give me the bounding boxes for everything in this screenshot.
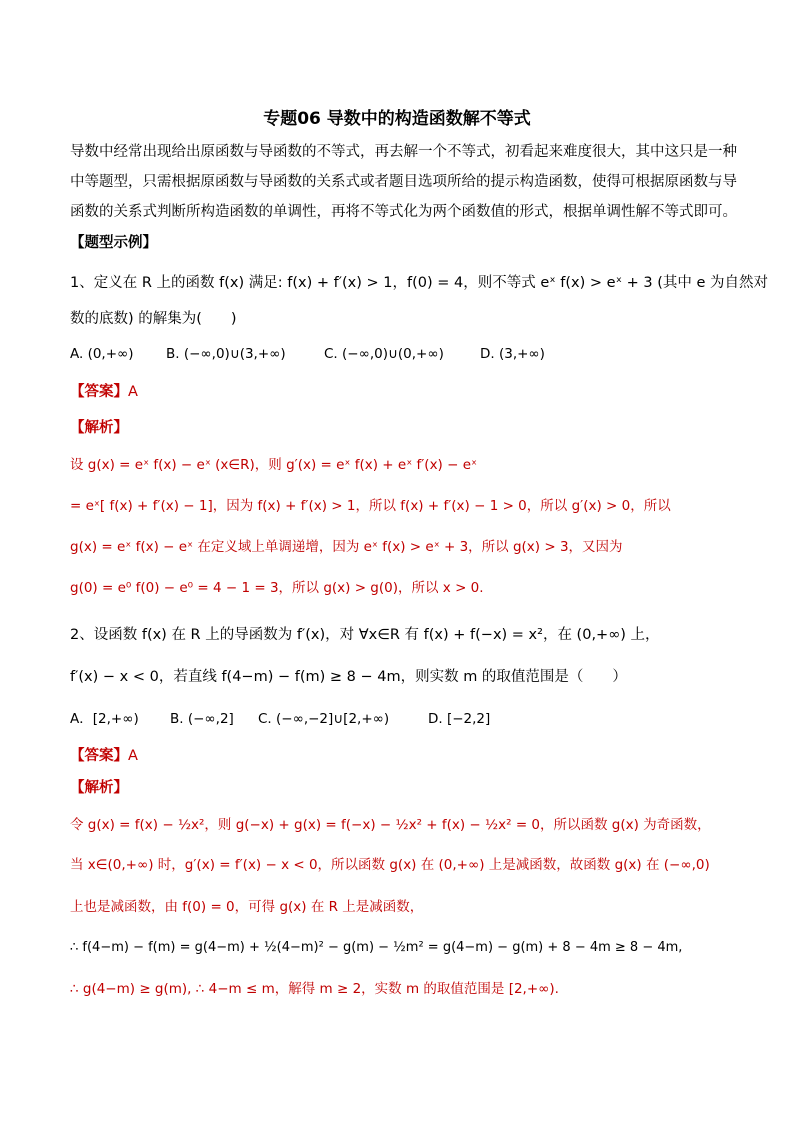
q1-analysis-line-3: g(x) = eˣ f(x) − eˣ 在定义域上单调递增，因为 eˣ f(x) > eˣ + 3，所以 g(x) > 3，又因为 bbox=[70, 539, 623, 555]
q1-option-d: D. (3,+∞) bbox=[480, 346, 545, 362]
q2-answer-value: A bbox=[128, 748, 138, 764]
q2-stem-line-2: f′(x) − x < 0，若直线 f(4−m) − f(m) ≥ 8 − 4m，则实数 m 的取值范围是（ ） bbox=[70, 669, 627, 685]
q1-analysis-line-2: = eˣ[ f(x) + f′(x) − 1]，因为 f(x) + f′(x) > 1，所以 f(x) + f′(x) − 1 > 0，所以 g′(x) > 0，所以 bbox=[70, 498, 671, 514]
q1-option-a: A. (0,+∞) bbox=[70, 346, 134, 362]
q2-analysis-line-3: 上也是减函数，由 f(0) = 0，可得 g(x) 在 R 上是减函数， bbox=[70, 899, 424, 915]
intro-line-2: 中等题型，只需根据原函数与导函数的关系式或者题目选项所给的提示构造函数，使得可根据原函数与导 bbox=[70, 174, 737, 190]
q1-answer-label: 【答案】 bbox=[70, 384, 128, 400]
q2-option-a: A．[2,+∞) bbox=[70, 711, 139, 727]
q1-analysis-line-1: 设 g(x) = eˣ f(x) − eˣ (x∈R)，则 g′(x) = eˣ f(x) + eˣ f′(x) − eˣ bbox=[70, 457, 478, 473]
intro-line-3: 函数的关系式判断所构造函数的单调性，再将不等式化为两个函数值的形式，根据单调性解不等式即可。 bbox=[70, 204, 737, 220]
q2-analysis-line-1: 令 g(x) = f(x) − ½x²，则 g(−x) + g(x) = f(−x) − ½x² + f(x) − ½x² = 0，所以函数 g(x) 为奇函数， bbox=[70, 817, 711, 833]
q2-option-d: D. [−2,2] bbox=[428, 711, 491, 727]
q2-analysis-line-2: 当 x∈(0,+∞) 时，g′(x) = f′(x) − x < 0，所以函数 g(x) 在 (0,+∞) 上是减函数，故函数 g(x) 在 (−∞,0) bbox=[70, 857, 710, 873]
section-heading: 【题型示例】 bbox=[70, 235, 157, 251]
q1-analysis-label bbox=[70, 418, 128, 438]
q2-options bbox=[70, 709, 490, 729]
q2-stem-line-1: 2、设函数 f(x) 在 R 上的导函数为 f′(x)，对 ∀x∈R 有 f(x) + f(−x) = x²，在 (0,+∞) 上， bbox=[70, 627, 660, 643]
page-title: 专题06 导数中的构造函数解不等式 bbox=[263, 109, 531, 129]
q1-analysis-line-4: g(0) = e⁰ f(0) − e⁰ = 4 − 1 = 3，所以 g(x) > g(0)，所以 x > 0. bbox=[70, 580, 484, 596]
intro-line-1: 导数中经常出现给出原函数与导函数的不等式，再去解一个不等式，初看起来难度很大，其中这只是一种 bbox=[70, 144, 737, 160]
q2-answer bbox=[70, 746, 138, 766]
q1-answer bbox=[70, 382, 138, 402]
q2-analysis-tag: 【解析】 bbox=[70, 780, 128, 796]
q1-stem-line-1: 1、定义在 R 上的函数 f(x) 满足: f(x) + f′(x) > 1，f(0) = 4，则不等式 eˣ f(x) > eˣ + 3 (其中 e 为自然对 bbox=[70, 275, 769, 291]
q2-option-c: C. (−∞,−2]∪[2,+∞) bbox=[258, 711, 390, 727]
q2-option-b: B. (−∞,2] bbox=[170, 711, 234, 727]
q1-analysis-tag: 【解析】 bbox=[70, 420, 128, 436]
q2-analysis-line-4: ∴ f(4−m) − f(m) = g(4−m) + ½(4−m)² − g(m) − ½m² = g(4−m) − g(m) + 8 − 4m ≥ 8 − 4m, bbox=[70, 940, 683, 955]
q1-option-b: B. (−∞,0)∪(3,+∞) bbox=[166, 346, 286, 362]
q2-analysis-label bbox=[70, 778, 128, 798]
q2-answer-label: 【答案】 bbox=[70, 748, 128, 764]
q1-options bbox=[70, 344, 545, 364]
q1-stem-line-2: 数的底数) 的解集为( ) bbox=[70, 311, 237, 327]
q1-answer-value: A bbox=[128, 384, 138, 400]
q2-analysis-line-5: ∴ g(4−m) ≥ g(m), ∴ 4−m ≤ m，解得 m ≥ 2，实数 m 的取值范围是 [2,+∞). bbox=[70, 981, 559, 997]
q1-option-c: C. (−∞,0)∪(0,+∞) bbox=[324, 346, 444, 362]
